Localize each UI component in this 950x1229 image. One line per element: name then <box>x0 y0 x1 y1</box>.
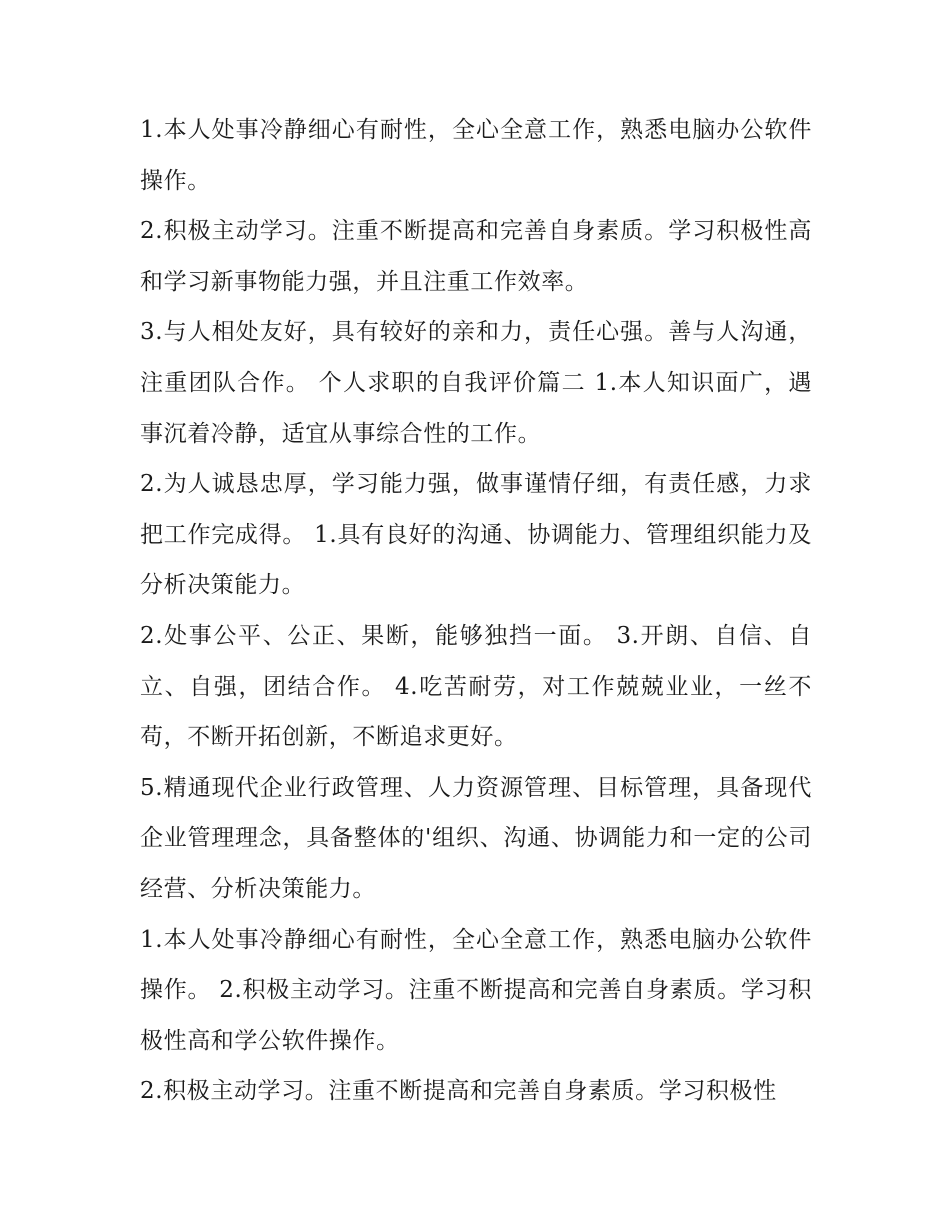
paragraph-7: 1.本人处事冷静细心有耐性，全心全意工作，熟悉电脑办公软件操作。 2.积极主动学习。注重不断提高和完善自身素质。学习积极性高和学公软件操作。 <box>140 926 812 1054</box>
paragraph-4: 2.为人诚恳忠厚，学习能力强，做事谨情仔细，有责任感，力求把工作完成得。 1.具有良好的沟通、协调能力、管理组织能力及分析决策能力。 <box>140 471 812 599</box>
paragraph-1: 1.本人处事冷静细心有耐性，全心全意工作，熟悉电脑办公软件操作。 <box>140 117 812 194</box>
paragraph-2: 2.积极主动学习。注重不断提高和完善自身素质。学习积极性高和学习新事物能力强，并且注重工作效率。 <box>140 218 812 295</box>
paragraph-8: 2.积极主动学习。注重不断提高和完善自身素质。学习积极性 <box>140 1078 777 1105</box>
paragraph-6: 5.精通现代企业行政管理、人力资源管理、目标管理，具备现代企业管理理念，具备整体的'组织、沟通、协调能力和一定的公司经营、分析决策能力。 <box>140 774 812 902</box>
paragraph-5: 2.处事公平、公正、果断，能够独挡一面。 3.开朗、自信、自立、自强，团结合作。 4.吃苦耐劳，对工作兢兢业业，一丝不苟，不断开拓创新，不断追求更好。 <box>140 622 812 751</box>
paragraph-3: 3.与人相处友好，具有较好的亲和力，责任心强。善与人沟通，注重团队合作。 个人求职的自我评价篇二 1.本人知识面广，遇事沉着冷静，适宜从事综合性的工作。 <box>140 319 812 447</box>
document-body <box>140 105 812 1117</box>
